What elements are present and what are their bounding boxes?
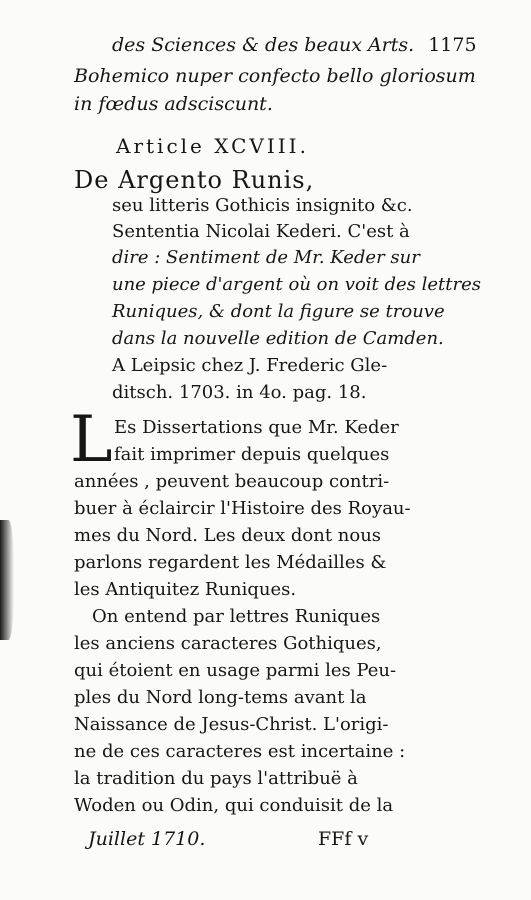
body-line: mes du Nord. Les deux dont nous (74, 525, 382, 546)
body-line: buer à éclaircir l'Histoire des Royau- (74, 498, 411, 519)
title-line: A Leipsic chez J. Frederic Gle- (112, 355, 388, 376)
title-line: Runiques, & dont la figure se trouve (112, 301, 445, 322)
body-line: parlons regardent les Médailles & (74, 552, 387, 573)
body-line: Woden ou Odin, qui conduisit de la (74, 795, 394, 816)
body-line: Es Dissertations que Mr. Keder (114, 417, 399, 438)
running-title: des Sciences & des beaux Arts. (112, 34, 415, 56)
title-line: Sententia Nicolai Kederi. C'est à (112, 221, 410, 242)
body-line: la tradition du pays l'attribuë à (74, 768, 358, 789)
body-line: fait imprimer depuis quelques (114, 444, 390, 465)
title-line: dans la nouvelle edition de Camden. (112, 328, 444, 349)
continuation-line: in fœdus adsciscunt. (74, 93, 273, 115)
title-line: seu litteris Gothicis insignito &c. (112, 195, 413, 216)
body-line: qui étoient en usage parmi les Peu- (74, 660, 397, 681)
body-line: ples du Nord long-tems avant la (74, 687, 367, 708)
title-line: ditsch. 1703. in 4o. pag. 18. (112, 382, 367, 403)
footer-date: Juillet 1710. (88, 828, 206, 850)
body-line: les anciens caracteres Gothiques, (74, 633, 382, 654)
signature-mark: FFf v (318, 828, 369, 850)
body-line: Naissance de Jesus-Christ. L'origi- (74, 714, 389, 735)
title-line: dire : Sentiment de Mr. Keder sur (112, 247, 420, 268)
article-heading: Article XCVIII. (116, 134, 309, 158)
title-line: une piece d'argent où on voit des lettres (112, 274, 481, 295)
article-title: De Argento Runis, (74, 166, 315, 194)
continuation-line: Bohemico nuper confecto bello gloriosum (74, 65, 476, 87)
binding-shadow (0, 520, 14, 640)
drop-cap: L (70, 403, 113, 477)
body-line: ne de ces caracteres est incertaine : (74, 741, 406, 762)
body-line: On entend par lettres Runiques (92, 606, 381, 627)
running-head (112, 36, 477, 55)
body-line: années , peuvent beaucoup contri- (74, 471, 390, 492)
body-line: les Antiquitez Runiques. (74, 579, 297, 600)
page-number: 1175 (428, 34, 477, 56)
